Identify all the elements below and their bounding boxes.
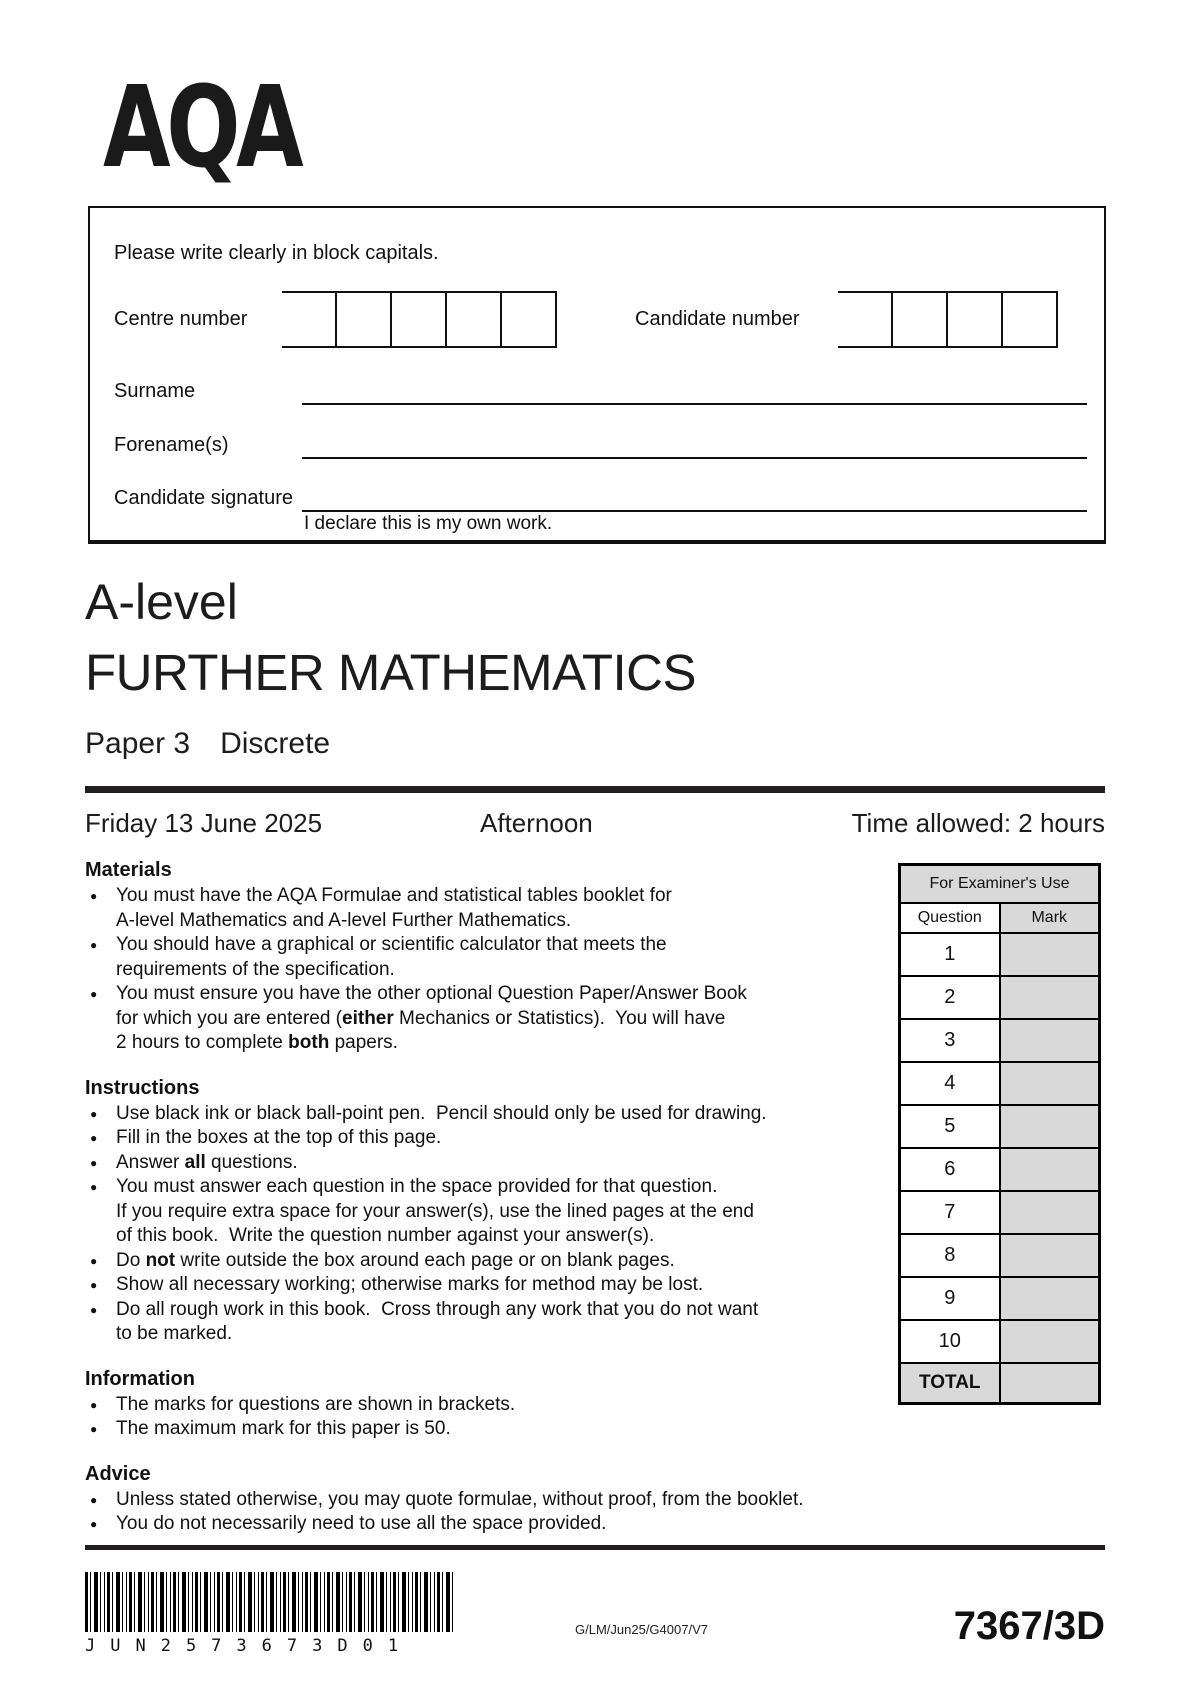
examiner-table-row xyxy=(900,1105,1100,1148)
centre-number-cell[interactable] xyxy=(502,291,557,348)
total-mark-cell xyxy=(1000,1363,1100,1404)
question-number-cell: 10 xyxy=(900,1320,1000,1363)
qualification-title: A-level xyxy=(85,574,238,630)
bullet-item xyxy=(85,884,847,933)
question-number-cell: 9 xyxy=(900,1277,1000,1320)
instructions-heading: Instructions xyxy=(85,1076,200,1099)
examiner-table-title: For Examiner's Use xyxy=(900,865,1100,904)
bullet-dot: ● xyxy=(90,889,98,903)
bullet-item xyxy=(85,1249,847,1274)
materials-list xyxy=(85,884,847,1056)
declaration-text: I declare this is my own work. xyxy=(304,513,553,534)
mark-entry-cell xyxy=(1000,1148,1100,1191)
advice-list xyxy=(85,1488,847,1537)
bullet-item xyxy=(85,1102,847,1127)
print-reference: G/LM/Jun25/G4007/V7 xyxy=(575,1622,708,1637)
bullet-item xyxy=(85,1512,847,1537)
mark-entry-cell xyxy=(1000,1105,1100,1148)
bullet-text: Use black ink or black ball-point pen. Pencil should only be used for drawing. xyxy=(116,1102,767,1124)
examiner-table-total-row xyxy=(900,1363,1100,1404)
surname-label: Surname xyxy=(114,380,196,402)
examiner-table-row xyxy=(900,1277,1100,1320)
bullet-text: You should have a graphical or scientific calculator that meets the requirements of the specification. xyxy=(116,934,667,980)
bullet-item xyxy=(85,933,847,982)
bullet-item xyxy=(85,1175,847,1249)
instructions-list xyxy=(85,1102,847,1347)
bullet-text: Unless stated otherwise, you may quote formulae, without proof, from the booklet. xyxy=(116,1488,804,1510)
mark-entry-cell xyxy=(1000,1234,1100,1277)
bullet-text: Do all rough work in this book. Cross through any work that you do not want to be marked. xyxy=(116,1298,759,1344)
forenames-line[interactable] xyxy=(302,457,1087,459)
bullet-text: Fill in the boxes at the top of this page. xyxy=(116,1127,442,1148)
bullet-item xyxy=(85,1298,847,1347)
candidate-details-box xyxy=(88,206,1106,544)
advice-section xyxy=(85,1462,847,1537)
examiner-table-row xyxy=(900,1062,1100,1105)
bullet-dot: ● xyxy=(90,1155,98,1170)
question-number-cell: 6 xyxy=(900,1148,1000,1191)
bullet-text: The maximum mark for this paper is 50. xyxy=(116,1418,451,1439)
surname-line[interactable] xyxy=(302,403,1087,405)
mark-entry-cell xyxy=(1000,1062,1100,1105)
centre-number-cell[interactable] xyxy=(337,291,392,348)
candidate-number-label: Candidate number xyxy=(635,308,800,330)
examiner-table-row xyxy=(900,1148,1100,1191)
examiner-table-row xyxy=(900,1191,1100,1234)
centre-number-cell[interactable] xyxy=(282,291,337,348)
bullet-dot: ● xyxy=(90,1253,98,1268)
bullet-text: You do not necessarily need to use all the space provided. xyxy=(116,1513,607,1534)
centre-number-cell[interactable] xyxy=(447,291,502,348)
advice-heading: Advice xyxy=(85,1462,151,1485)
examiner-table-row xyxy=(900,1320,1100,1363)
question-number-cell: 4 xyxy=(900,1062,1000,1105)
bottom-rule xyxy=(85,1545,1105,1550)
time-allowed: Time allowed: 2 hours xyxy=(851,808,1105,838)
bullet-dot: ● xyxy=(90,1492,98,1507)
bullet-text: Do not write outside the box around each page or on blank pages. xyxy=(116,1249,675,1271)
bullet-dot: ● xyxy=(90,1397,98,1412)
examiner-use-table xyxy=(898,863,1101,1405)
signature-line[interactable] xyxy=(302,510,1087,512)
question-number-cell: 5 xyxy=(900,1105,1000,1148)
paper-option: Discrete xyxy=(220,727,331,760)
mark-entry-cell xyxy=(1000,1277,1100,1320)
instructions-section xyxy=(85,1076,847,1347)
examiner-table-row xyxy=(900,1019,1100,1062)
materials-section xyxy=(85,858,847,1056)
centre-number-cells xyxy=(282,291,557,348)
candidate-number-cell[interactable] xyxy=(948,291,1003,348)
top-rule xyxy=(85,786,1105,793)
bullet-item xyxy=(85,1126,847,1151)
question-column-header: Question xyxy=(900,903,1000,933)
bullet-text: You must ensure you have the other optional Question Paper/Answer Book for which you are entered (either Mechanics or Statistics). You will have 2 hours to complete both papers. xyxy=(116,983,747,1053)
examiner-table-row xyxy=(900,976,1100,1019)
bullet-item xyxy=(85,1488,847,1513)
bullet-dot: ● xyxy=(90,1180,98,1194)
bullet-item xyxy=(85,1417,847,1442)
bullet-item xyxy=(85,1151,847,1176)
paper-option-line xyxy=(85,728,330,760)
bullet-dot: ● xyxy=(90,1422,98,1436)
examiner-table-body xyxy=(900,933,1100,1363)
bullet-item xyxy=(85,1273,847,1298)
mark-entry-cell xyxy=(1000,1320,1100,1363)
candidate-number-cell[interactable] xyxy=(1003,291,1058,348)
bullet-item xyxy=(85,982,847,1056)
mark-entry-cell xyxy=(1000,976,1100,1019)
signature-label: Candidate signature xyxy=(114,487,294,509)
bullet-dot: ● xyxy=(90,1517,98,1531)
bullet-text: Answer all questions. xyxy=(116,1151,298,1173)
bullet-text: You must answer each question in the space provided for that question. If you require extra space for your answer(s), use the lined pages at the end of this book. Write the question number against your answer(s). xyxy=(116,1176,754,1246)
examiner-table-row xyxy=(900,933,1100,976)
barcode xyxy=(85,1572,453,1632)
bullet-dot: ● xyxy=(90,938,98,952)
bullet-dot: ● xyxy=(90,1302,98,1317)
exam-date: Friday 13 June 2025 xyxy=(85,808,323,838)
total-label-cell: TOTAL xyxy=(900,1363,1000,1404)
block-capitals-instruction: Please write clearly in block capitals. xyxy=(114,242,439,264)
question-number-cell: 7 xyxy=(900,1191,1000,1234)
centre-number-label: Centre number xyxy=(114,308,248,330)
exam-session: Afternoon xyxy=(480,808,593,838)
information-heading: Information xyxy=(85,1367,195,1390)
question-number-cell: 8 xyxy=(900,1234,1000,1277)
information-section xyxy=(85,1367,847,1442)
barcode-text: JUN2573673D01 xyxy=(85,1636,414,1656)
bullet-dot: ● xyxy=(90,1278,98,1292)
bullet-item xyxy=(85,1393,847,1418)
candidate-number-cell[interactable] xyxy=(893,291,948,348)
question-number-cell: 2 xyxy=(900,976,1000,1019)
question-number-cell: 3 xyxy=(900,1019,1000,1062)
bullet-dot: ● xyxy=(90,1131,98,1145)
information-list xyxy=(85,1393,847,1442)
mark-entry-cell xyxy=(1000,1019,1100,1062)
subject-title: FURTHER MATHEMATICS xyxy=(85,644,696,701)
aqa-logo: AQA xyxy=(103,63,300,193)
candidate-number-cells xyxy=(838,291,1058,348)
bullet-text: You must have the AQA Formulae and statistical tables booklet for A-level Mathematics and A-level Further Mathematics. xyxy=(116,885,672,931)
bullet-dot: ● xyxy=(90,1106,98,1121)
front-cover-sections xyxy=(85,858,847,1557)
mark-column-header: Mark xyxy=(1000,903,1100,933)
paper-number: Paper 3 xyxy=(85,727,191,760)
bullet-text: Show all necessary working; otherwise marks for method may be lost. xyxy=(116,1274,704,1295)
materials-heading: Materials xyxy=(85,859,172,881)
bullet-dot: ● xyxy=(90,987,98,1001)
examiner-table-row xyxy=(900,1234,1100,1277)
mark-entry-cell xyxy=(1000,1191,1100,1234)
centre-number-cell[interactable] xyxy=(392,291,447,348)
bullet-text: The marks for questions are shown in brackets. xyxy=(116,1393,516,1415)
question-number-cell: 1 xyxy=(900,933,1000,976)
mark-entry-cell xyxy=(1000,933,1100,976)
candidate-number-cell[interactable] xyxy=(838,291,893,348)
forenames-label: Forename(s) xyxy=(114,434,229,456)
paper-code: 7367/3D xyxy=(953,1604,1105,1648)
